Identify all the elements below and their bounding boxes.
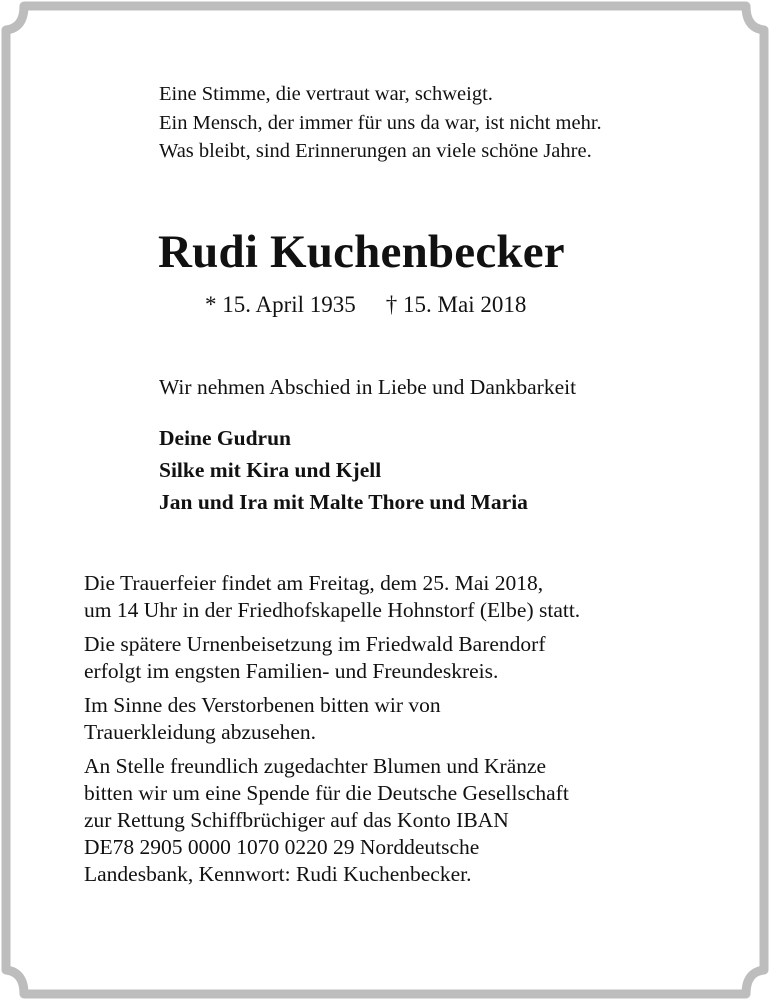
- funeral-info: [84, 570, 724, 895]
- info-line: Im Sinne des Verstorbenen bitten wir von: [84, 693, 441, 717]
- info-line: Die Trauerfeier findet am Freitag, dem 25. Mai 2018,: [84, 571, 544, 595]
- family-list: [159, 422, 528, 518]
- poem-line: Ein Mensch, der immer für uns da war, ist nicht mehr.: [159, 111, 602, 134]
- family-member: Jan und Ira mit Malte Thore und Maria: [159, 490, 528, 514]
- info-line: Landesbank, Kennwort: Rudi Kuchenbecker.: [84, 862, 472, 886]
- death-date: † 15. Mai 2018: [385, 292, 527, 317]
- info-line: bitten wir um eine Spende für die Deutsche Gesellschaft: [84, 781, 569, 805]
- funeral-paragraph: [84, 570, 724, 624]
- info-line: um 14 Uhr in der Friedhofskapelle Hohnstorf (Elbe) statt.: [84, 598, 581, 622]
- poem-line: Eine Stimme, die vertraut war, schweigt.: [159, 83, 493, 105]
- life-dates: [205, 290, 526, 320]
- info-line: zur Rettung Schiffbrüchiger auf das Konto IBAN: [84, 808, 509, 832]
- info-line: DE78 2905 0000 1070 0220 29 Norddeutsche: [84, 835, 480, 859]
- poem: [159, 80, 602, 166]
- deceased-name: Rudi Kuchenbecker: [158, 226, 565, 278]
- family-member: Silke mit Kira und Kjell: [159, 458, 382, 482]
- info-line: Die spätere Urnenbeisetzung im Friedwald Barendorf: [84, 632, 546, 656]
- family-member: Deine Gudrun: [159, 426, 292, 450]
- poem-line: Was bleibt, sind Erinnerungen an viele schöne Jahre.: [159, 140, 592, 162]
- clothing-paragraph: [84, 692, 724, 746]
- burial-paragraph: [84, 631, 724, 685]
- birth-date: * 15. April 1935: [205, 292, 356, 317]
- info-line: An Stelle freundlich zugedachter Blumen und Kränze: [84, 754, 547, 778]
- info-line: erfolgt im engsten Familien- und Freundeskreis.: [84, 659, 499, 683]
- farewell-text: Wir nehmen Abschied in Liebe und Dankbarkeit: [159, 375, 577, 399]
- info-line: Trauerkleidung abzusehen.: [84, 720, 317, 744]
- donation-paragraph: [84, 753, 724, 888]
